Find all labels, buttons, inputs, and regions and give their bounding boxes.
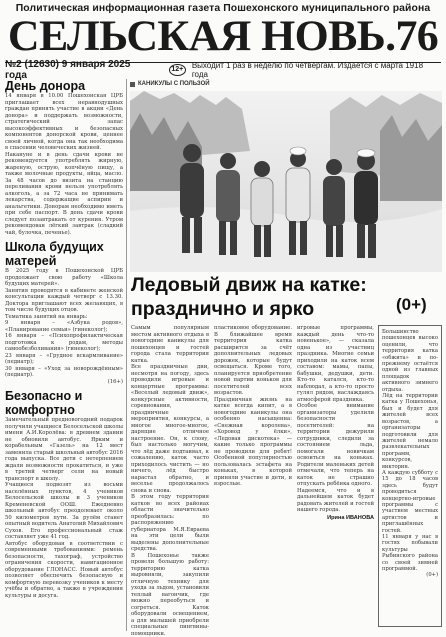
age-rating-badge: 12+ [169,64,186,76]
article-column-3 [297,325,374,628]
school-text-3: Тематика занятий на январь: [5,314,123,321]
publication-frequency: Выходит 1 раз в неделю по четвергам. Издаётся с марта 1918 года [192,61,441,79]
sidebar-text-3: А каждую субботу с 15 до 18 часов здесь будут проводиться концертно-игровые программы с участием местных артистов и приглашённых гостей. [382,470,438,534]
school-text-5: 16 января – «Психопрофилактическая подготовка к родам, методы самообезболивания» (гинеколог); [5,333,123,353]
sidebar-box [378,325,442,627]
newspaper-tagline: Политическая информационная газета Пошехонского муниципального района [0,3,446,14]
article-column-2 [214,325,292,628]
article-column-1 [131,325,209,628]
school-text-4: 9 января – «Азбука родов», «Планирование семьи» (гинеколог); [5,320,123,333]
safety-text-2: Учащиеся подвозят из восьми населённых пунктов, 4 учеников Белосельской школы и 3 учеников Кременевской ООШ. Ежедневно школьный автобус преодолевает около 50 километров пути. За рулём станет опытный водитель Анатолий Михайлович Сухов. Его профессиональный стаж составляет уже 41 год. [5,482,123,541]
article-headline: Ледовый движ на катке: празднично и ярко [131,273,371,321]
column-divider [126,79,127,631]
safety-title: Безопасно и комфортно [5,389,123,417]
school-title: Школа будущих матерей [5,240,123,268]
rubric-text: КАНИКУЛЫ С ПОЛЬЗОЙ [138,81,210,87]
article-text-4: В Пошехонье также провели большую работу: территорию катка выровняли, закупили отличную технику для ухода за льдом, установили теплый вагончик, где можно переобуться и согреться. Каток оборудовали освещением, а для малышей приобрели специальные пингвины-помощники. [131,553,209,637]
school-text-7: 30 января – «Уход за новорождённым» (педиатр). [5,366,123,379]
newspaper-masthead: СЕЛЬСКАЯ НОВЬ.76 [0,13,446,61]
article-text-3: В этом году территория катков во всех районах области значительно преобразилась: по распоряжению губернатора М.Я.Евраева на эти цели были выделены дополнительные средства. [131,494,209,553]
article-age-rating: (0+) [396,295,427,315]
school-text-2: Занятия проводятся в кабинете женской консультации каждый четверг с 13.30. Доктора приглашают всех желающих, в том числе будущих отцов. [5,288,123,314]
safety-text-3: Автобус оборудован в соответствии с современными требованиями: ремень безопасности, тахограф, устройство ограничения скорости, навигационное оборудование ГЛОНАСС. Новый автобус позволяет обеспечить безопасную и комфортную перевозку учеников к месту учёбы и обратно, а также в учреждения культуры и досуга. [5,541,123,600]
school-text-1: В 2025 году в Пошехонской ЦРБ продолжает свою работу «Школа будущих матерей». [5,268,123,288]
article-text-7: игровые программы, каждый день что-то новенькое», — сказала одна из участниц праздника. Многие семьи приходили на каток всем составом: мамы, папы, бабушки, дедушки, дети. Кто-то катался, кто-то наблюдал, а кто-то просто гулял рядом, наслаждаясь атмосферой праздника. [297,325,374,403]
left-column [5,79,123,631]
skating-rink-photo [130,91,442,272]
article-text-2: Все праздничные дни, несмотря на погоду, здесь проводили игровые и концертные программы: «Веселый ледовый движ», конкурсные активности, соревнования, праздничные мероприятия, конкурсы, а многое многое-многое, дарящие отличное настроение. Он, к слову, был настолько могучим, что лёд даже подтаивал, к сожалению, каток часто приходилось чистить — но ничего, лёд быстро нарастал обратно, и веселье продолжалось снова и снова. [131,364,209,494]
donor-text-1: 14 января в 10.00 Пошехонская ЦРБ приглашает всех неравнодушных граждан принять участие в акции «День донора» и поддержать возможности, стратегический запас высокоэффективных и безопасных компонентов донорской крови, ценнее своей личной, когда она так необходима в спасении человеческих жизней. [5,93,123,152]
safety-text-1: Замечательный предновогодний подарок получили учащиеся Белосельской школы имени А.И.Королёва: в древнем здании не обновили автобус. Ярким и корабельным «Газель» на 12 мест заменила старый школьный автобус 2016 года выпуска. Все дети с нетерпением ждали возможности прокатиться, и уже в третий четверг сели на новый транспорт в школу. [5,417,123,482]
sidebar-text-1: Большинство пошехонцев высоко оценили, что территория катка «обжита» и по-прежнему остаётся одной из главных площадок активного зимнего отдыха. [382,329,438,393]
article-text-5: пластиковое оборудование. В ближайшее время территория катка расширится за счёт дополнительных ледовых дорожек, которые будут освещаться. Кроме того, планируется приобретение новой партии коньков для посетителей всех возрастов. [214,325,292,397]
donor-text-2: Накануне и в день сдачи крови не рекомендуется употреблять жирную, жареную, острую, копчёную пищу, а также молочные продукты, яйца, масло. За 48 часов до визита на станцию переливания крови нельзя употреблять алкоголь, а за 72 часа не принимать лекарства, содержащие аспирин и анальгетики. Донорам необходимо иметь при себе паспорт. В день сдачи крови следует позавтракать от курения. Утром рекомендован лёгкий завтрак (сладкий чай, булочка, печенье). [5,152,123,237]
article-text-6: Праздничная жизнь на катке всегда кипит, а в новогодние каникулы она особенно насыщенна: «Снежная королева», «Хоровод у ёлки», «Ледовая дискотека» — какие только программы не проводили для ребят! Особенной популярностью пользовалась эстафета на коньках, в которой приняли участие и дети, и взрослые. [214,397,292,488]
sidebar-text-4: 11 января у нас в гостях побывали культуры Рыбинского района со своей зимней программой. [382,534,438,572]
people-on-ice-photo-icon [130,91,442,272]
sidebar-age-marker: (0+) [382,572,438,578]
article-text-8: Особое внимание организаторы уделили безопасности посетителей: на территории дежурили сотрудники, следили за состоянием льда, помогали новичкам освоиться на коньках. Родители маленьких детей отмечали, что теперь на каток не страшно отпускать ребёнка одного. [297,403,374,488]
issue-bar [5,62,441,76]
article-text-9: Надеемся, что и в дальнейшем каток будет радовать жителей и гостей нашего города. [297,488,374,514]
article-text-1: Самым популярным местом активного отдыха в новогодние каникулы для пошехонцев и гостей города стала территория катка. [131,325,209,364]
sidebar-text-2: Лёд на территории катка у Пошехонья, был и будет для жителей всех возрастов, а организаторы подготовили для жителей немало развлекательных программ, конкурсов, викторин. [382,393,438,470]
rubric-label [130,80,210,88]
donor-title: День донора [5,79,123,93]
school-age-marker: (16+) [5,379,123,386]
rubric-square-icon [130,82,135,87]
school-text-6: 23 января – «Грудное вскармливание» (педиатр); [5,353,123,366]
article-author: Ирина ИВАНОВА [297,515,374,521]
issue-number: №2 (12630) 9 января 2025 года [5,59,155,81]
